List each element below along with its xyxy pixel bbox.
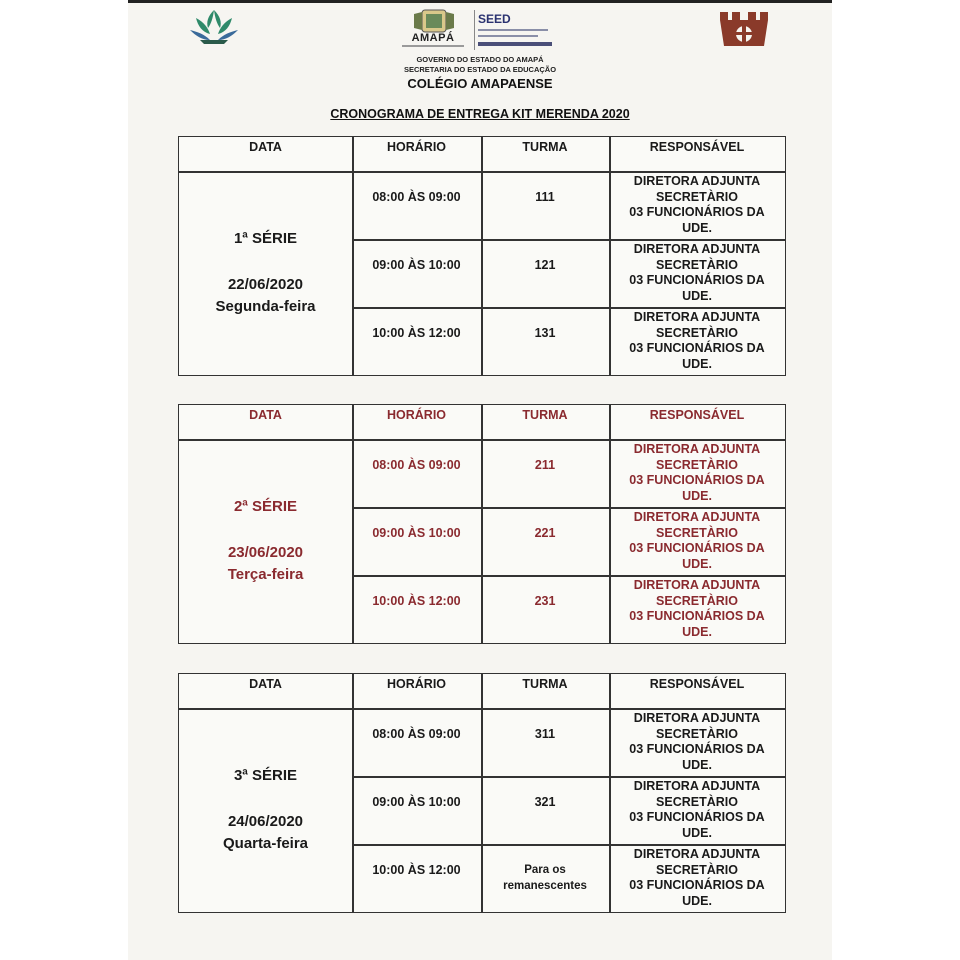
responsible-staff [609, 776, 785, 844]
castle-icon [716, 8, 772, 48]
responsible-staff [609, 171, 785, 239]
responsible-line: SECRETÀRIO [656, 257, 738, 272]
column-header-turma: TURMA [522, 677, 568, 691]
responsible-line: 03 FUNCIONÁRIOS DA [629, 205, 765, 219]
responsible-line: UDE. [682, 757, 712, 772]
responsible-line: DIRETORA ADJUNTA [633, 779, 761, 793]
responsible-line: SECRETÀRIO [656, 593, 738, 608]
column-header-responsavel: RESPONSÁVEL [649, 408, 745, 422]
series-cell [179, 708, 352, 912]
responsible-line: DIRETORA ADJUNTA [633, 510, 761, 524]
responsible-line: SECRETÀRIO [656, 726, 738, 741]
weekday: Terça-feira [227, 566, 304, 583]
time-slot: 09:00 ÀS 10:00 [372, 795, 461, 809]
responsible-line: SECRETÀRIO [656, 325, 738, 340]
responsible-line: DIRETORA ADJUNTA [633, 847, 761, 861]
column-header-horario: HORÁRIO [386, 677, 447, 691]
state-name: AMAPÁ [411, 32, 455, 44]
responsible-line: UDE. [682, 356, 712, 371]
responsible-line: UDE. [682, 624, 712, 639]
responsible-line: 03 FUNCIONÁRIOS DA [629, 810, 765, 824]
series-label: 1ª SÉRIE [233, 230, 298, 247]
responsible-staff [609, 844, 785, 912]
column-header-turma: TURMA [522, 408, 568, 422]
weekday: Segunda-feira [215, 298, 316, 315]
responsible-staff [609, 239, 785, 307]
responsible-staff [609, 708, 785, 776]
page-title: CRONOGRAMA DE ENTREGA KIT MERENDA 2020 [330, 107, 630, 121]
time-slot: 10:00 ÀS 12:00 [372, 863, 461, 877]
series-cell [179, 439, 352, 643]
time-slot: 09:00 ÀS 10:00 [372, 526, 461, 540]
schedule-table [178, 673, 786, 913]
leaf-emblem-icon [186, 6, 242, 46]
responsible-line: SECRETÀRIO [656, 525, 738, 540]
column-header-data: DATA [249, 677, 282, 691]
column-header-responsavel: RESPONSÁVEL [649, 677, 745, 691]
responsible-line: DIRETORA ADJUNTA [633, 242, 761, 256]
schedule-table [178, 136, 786, 376]
seed-label: SEED [478, 12, 511, 26]
divider [402, 45, 464, 47]
column-header-turma: TURMA [522, 140, 568, 154]
responsible-line: UDE. [682, 288, 712, 303]
responsible-line: 03 FUNCIONÁRIOS DA [629, 273, 765, 287]
column-header-data: DATA [249, 408, 282, 422]
responsible-line: SECRETÀRIO [656, 189, 738, 204]
responsible-staff [609, 439, 785, 507]
responsible-line: DIRETORA ADJUNTA [633, 174, 761, 188]
responsible-line: UDE. [682, 556, 712, 571]
column-header-data: DATA [249, 140, 282, 154]
delivery-date: 23/06/2020 [227, 544, 304, 561]
responsible-line: DIRETORA ADJUNTA [633, 711, 761, 725]
government-heading [340, 55, 620, 75]
responsible-line: 03 FUNCIONÁRIOS DA [629, 878, 765, 892]
schedule-table [178, 404, 786, 644]
class-number: 121 [534, 258, 556, 272]
responsible-line: UDE. [682, 893, 712, 908]
series-label: 2ª SÉRIE [233, 498, 298, 515]
responsible-staff [609, 307, 785, 375]
responsible-line: DIRETORA ADJUNTA [633, 578, 761, 592]
responsible-line: UDE. [682, 825, 712, 840]
series-label: 3ª SÉRIE [233, 767, 298, 784]
responsible-line: DIRETORA ADJUNTA [633, 310, 761, 324]
responsible-line: UDE. [682, 488, 712, 503]
time-slot: 10:00 ÀS 12:00 [372, 594, 461, 608]
delivery-date: 22/06/2020 [227, 276, 304, 293]
class-number [481, 844, 609, 912]
class-note-line: remanescentes [503, 880, 587, 892]
government-line: GOVERNO DO ESTADO DO AMAPÁ [416, 55, 544, 64]
responsible-line: 03 FUNCIONÁRIOS DA [629, 742, 765, 756]
responsible-line: 03 FUNCIONÁRIOS DA [629, 609, 765, 623]
responsible-line: 03 FUNCIONÁRIOS DA [629, 541, 765, 555]
column-header-horario: HORÁRIO [386, 408, 447, 422]
responsible-staff [609, 507, 785, 575]
state-crest-icon [412, 8, 456, 34]
time-slot: 08:00 ÀS 09:00 [372, 458, 461, 472]
weekday: Quarta-feira [222, 835, 309, 852]
responsible-line: UDE. [682, 220, 712, 235]
time-slot: 10:00 ÀS 12:00 [372, 326, 461, 340]
class-number: 311 [534, 727, 556, 741]
time-slot: 08:00 ÀS 09:00 [372, 727, 461, 741]
class-number: 211 [534, 458, 556, 472]
responsible-staff [609, 575, 785, 643]
time-slot: 08:00 ÀS 09:00 [372, 190, 461, 204]
responsible-line: 03 FUNCIONÁRIOS DA [629, 473, 765, 487]
secretariat-line: SECRETARIA DO ESTADO DA EDUCAÇÃO [403, 65, 557, 74]
class-note-line: Para os [524, 864, 566, 876]
responsible-line: SECRETÀRIO [656, 862, 738, 877]
top-border [128, 0, 832, 3]
responsible-line: 03 FUNCIONÁRIOS DA [629, 341, 765, 355]
responsible-line: DIRETORA ADJUNTA [633, 442, 761, 456]
time-slot: 09:00 ÀS 10:00 [372, 258, 461, 272]
class-number: 131 [534, 326, 556, 340]
class-number: 321 [534, 795, 556, 809]
column-header-horario: HORÁRIO [386, 140, 447, 154]
class-number: 111 [535, 190, 555, 204]
delivery-date: 24/06/2020 [227, 813, 304, 830]
school-name: COLÉGIO AMAPAENSE [407, 76, 553, 91]
column-header-responsavel: RESPONSÁVEL [649, 140, 745, 154]
class-number: 231 [534, 594, 556, 608]
responsible-line: SECRETÀRIO [656, 457, 738, 472]
series-cell [179, 171, 352, 375]
class-number: 221 [534, 526, 556, 540]
responsible-line: SECRETÀRIO [656, 794, 738, 809]
